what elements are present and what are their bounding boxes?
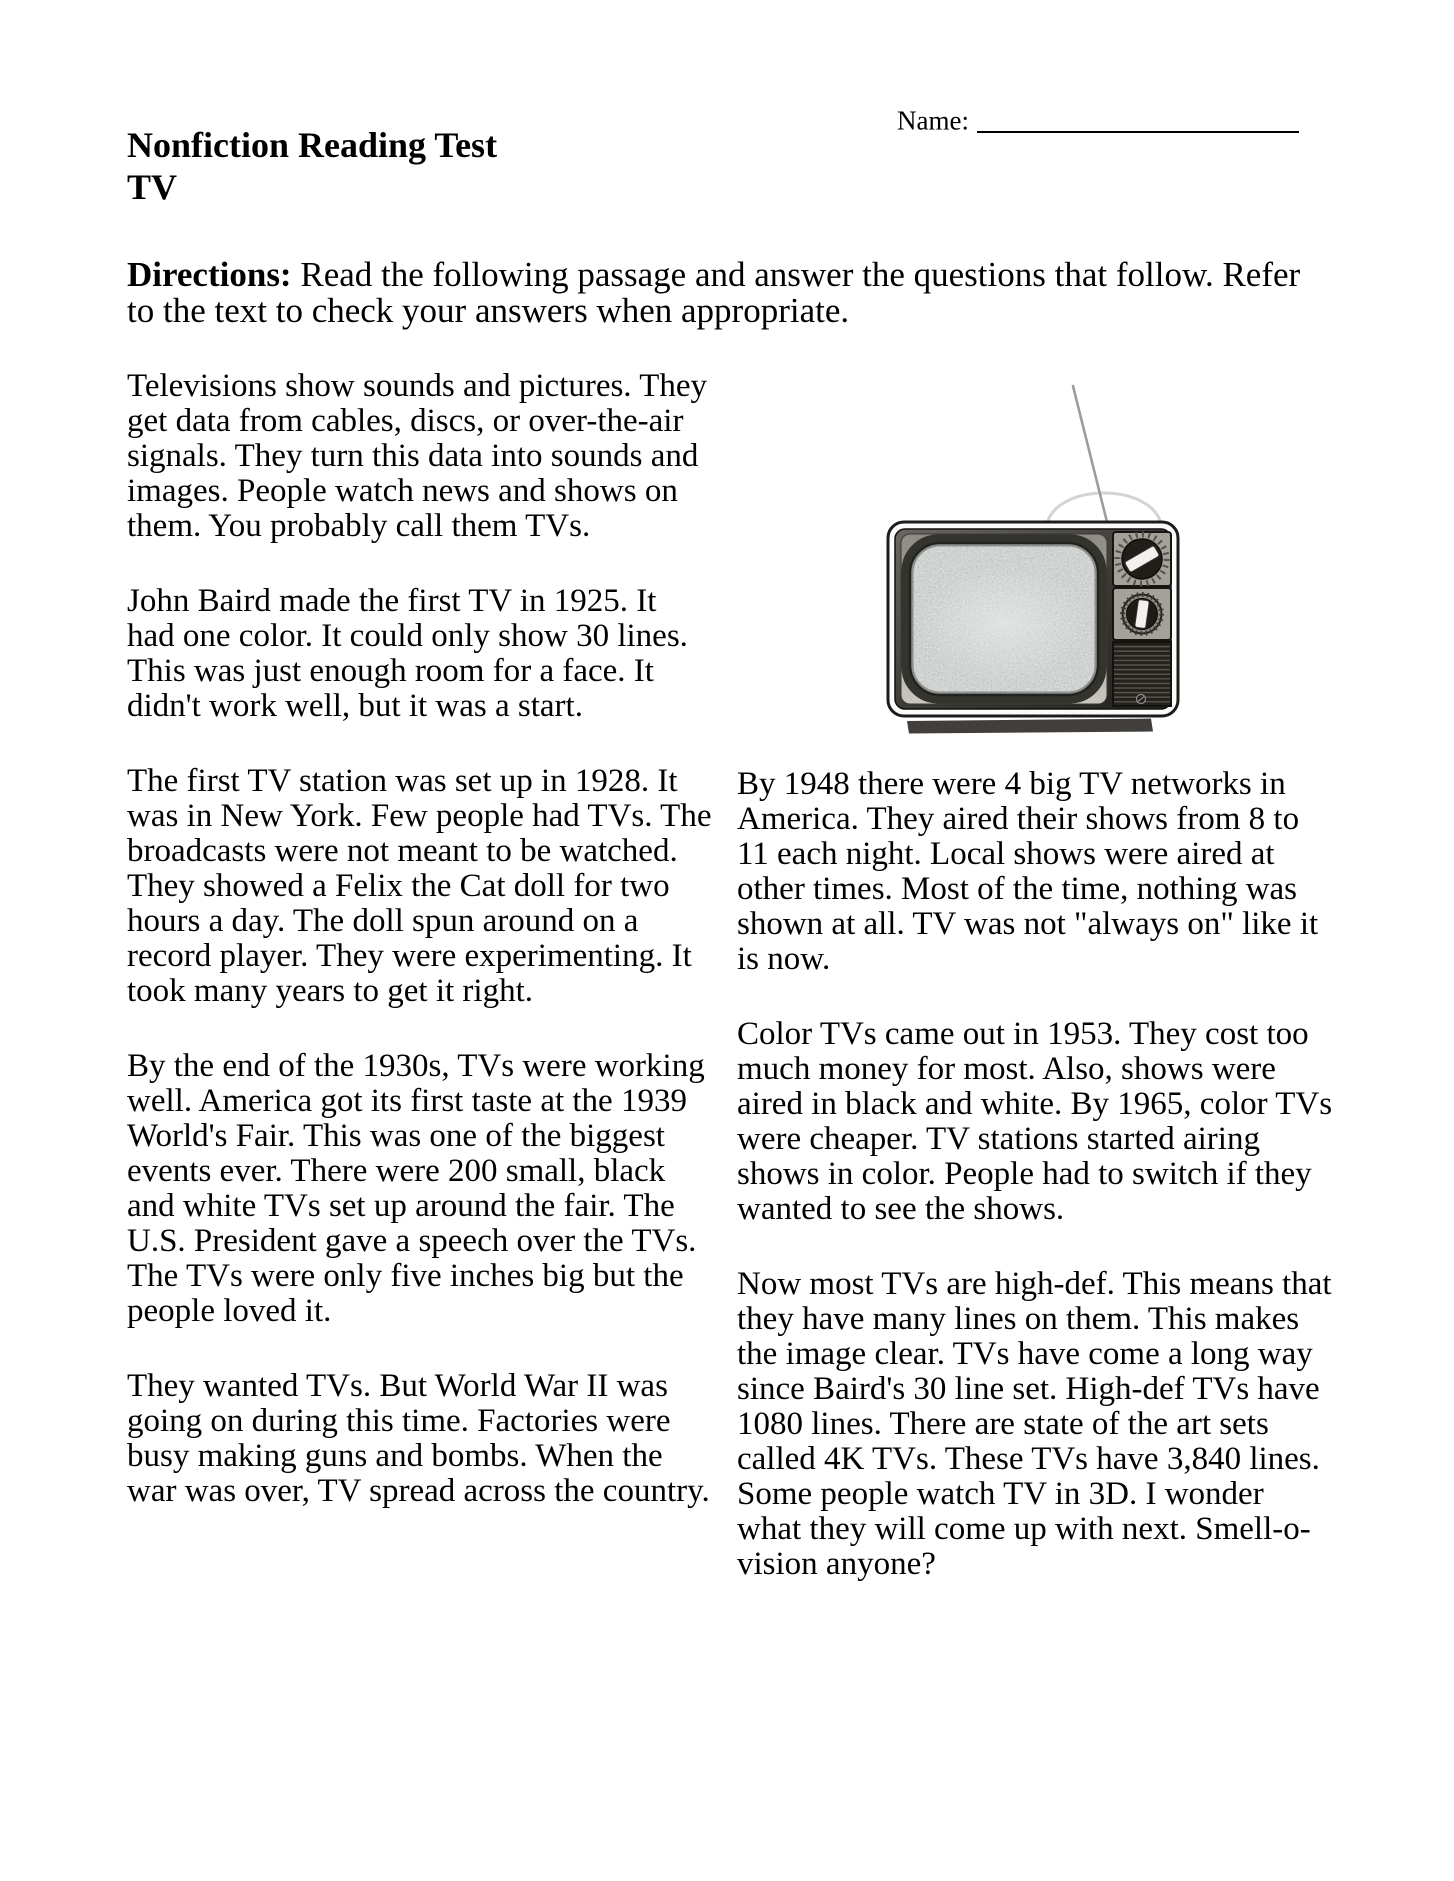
- passage-paragraph: Now most TVs are high-def. This means that they have many lines on them. This makes the image clear. TVs have come a long way since Baird's 30 line set. High-def TVs have 1080 lines. There are state of the art sets called 4K TVs. These TVs have 3,840 lines. Some people watch TV in 3D. I wonder what they will come up with next. Smell-o-vision anyone?: [737, 1266, 1332, 1582]
- passage-right-column: [737, 330, 1334, 1622]
- tv-speaker-grille: [1113, 642, 1171, 706]
- name-label: Name:: [897, 105, 969, 136]
- title-line-2: TV: [127, 167, 178, 207]
- passage-columns: [127, 330, 1334, 1622]
- directions-label: Directions:: [127, 255, 292, 294]
- passage-paragraph: They wanted TVs. But World War II was going on during this time. Factories were busy making guns and bombs. When the war was over, TV spread across the country.: [127, 1368, 710, 1509]
- tv-volume-knob: [1113, 588, 1171, 640]
- tv-stand: [907, 719, 1153, 734]
- passage-paragraph: Color TVs came out in 1953. They cost too much money for most. Also, shows were aired in black and white. By 1965, color TVs were cheaper. TV stations started airing shows in color. People had to switch if they wanted to see the shows.: [737, 1016, 1333, 1227]
- directions-text: Read the following passage and answer the questions that follow. Refer to the text to check your answers when appropriate.: [127, 255, 1301, 330]
- directions: [127, 257, 1312, 329]
- passage-paragraph: By 1948 there were 4 big TV networks in America. They aired their shows from 8 to 11 each night. Local shows were aired at other times. Most of the time, nothing was shown at all. TV was not "always on" like it is now.: [737, 766, 1319, 977]
- passage-paragraph: Televisions show sounds and pictures. They get data from cables, discs, or over-the-air signals. They turn this data into sounds and images. People watch news and shows on them. You probably call them TVs.: [127, 368, 708, 544]
- passage-paragraph: The first TV station was set up in 1928. It was in New York. Few people had TVs. The broadcasts were not meant to be watched. They showed a Felix the Cat doll for two hours a day. The doll spun around on a record player. They were experimenting. It took many years to get it right.: [127, 763, 712, 1009]
- name-fill-in-line[interactable]: [977, 101, 1299, 133]
- vintage-tv-svg: [737, 330, 1334, 767]
- name-row: [897, 98, 1299, 137]
- passage-left-column: [127, 330, 712, 1549]
- tv-channel-knob: [1113, 532, 1171, 586]
- page-title: [127, 124, 497, 208]
- tv-rod-antenna: [1073, 386, 1108, 526]
- passage-paragraph: By the end of the 1930s, TVs were working well. America got its first taste at the 1939 World's Fair. This was one of the biggest events ever. There were 200 small, black and white TVs set up around the fair. The U.S. President gave a speech over the TVs. The TVs were only five inches big but the people loved it.: [127, 1048, 705, 1329]
- passage-paragraph: John Baird made the first TV in 1925. It had one color. It could only show 30 lines. This was just enough room for a face. It didn't work well, but it was a start.: [127, 583, 688, 724]
- vintage-tv-image: [737, 330, 1334, 767]
- tv-static-screen: [910, 543, 1098, 695]
- title-line-1: Nonfiction Reading Test: [127, 125, 498, 165]
